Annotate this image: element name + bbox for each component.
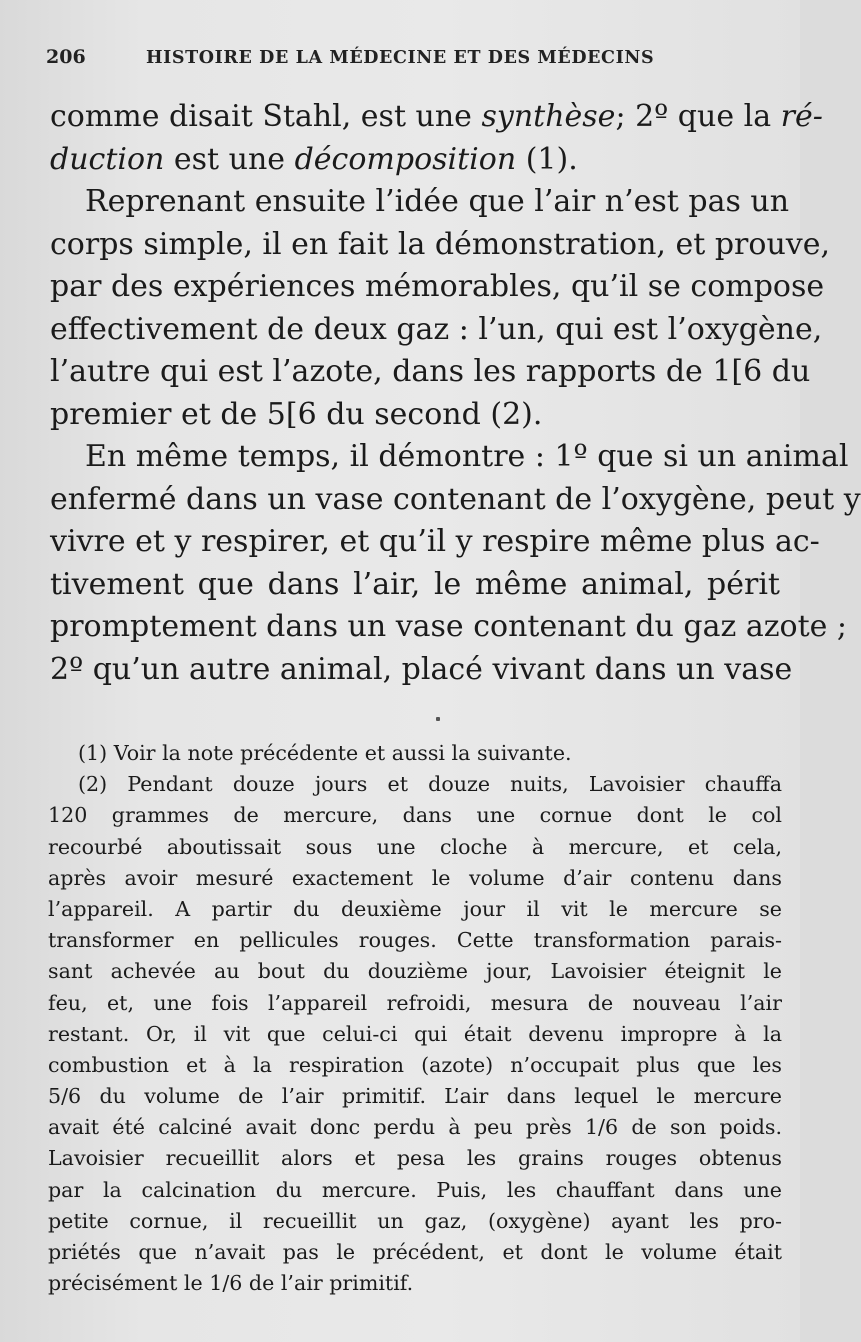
footnote-line: (1) Voir la note précédente et aussi la suivante.	[78, 741, 572, 765]
printer-mark	[436, 717, 440, 721]
footnote-line: sant achevée au bout du douzième jour, Lavoisier éteignit le	[48, 959, 782, 984]
footnote-line: l’appareil. A partir du deuxième jour il vit le mercure se	[48, 896, 782, 921]
text-line: effectivement de deux gaz : l’un, qui est l’oxygène,	[50, 311, 823, 347]
text-line: corps simple, il en fait la démonstration, et prouve,	[50, 226, 831, 262]
footnote-line: feu, et, une fois l’appareil refroidi, mesura de nouveau l’air	[48, 990, 782, 1015]
main-text	[50, 96, 861, 691]
footnotes	[48, 738, 782, 1299]
text-line: promptement dans un vase contenant du gaz azote ;	[50, 609, 848, 644]
text-run: (1).	[516, 141, 578, 177]
text-line: enfermé dans un vase contenant de l’oxygène, peut y	[50, 481, 861, 517]
footnote-line: combustion et à la respiration (azote) n’occupait plus que les	[48, 1052, 782, 1077]
text-line: par des expériences mémorables, qu’il se compose	[50, 269, 825, 304]
page-header	[46, 46, 764, 74]
footnote-line: avait été calciné avait donc perdu à peu près 1/6 de son poids.	[48, 1115, 782, 1140]
text-run: est une	[164, 141, 295, 177]
text-line: l’autre qui est l’azote, dans les rapports de 1[6 du	[50, 354, 811, 389]
running-title: HISTOIRE DE LA MÉDECINE ET DES MÉDECINS	[146, 48, 655, 68]
footnote-line: précisément le 1/6 de l’air primitif.	[48, 1271, 414, 1296]
text-line	[50, 139, 780, 182]
footnote-line: petite cornue, il recueillit un gaz, (oxygène) ayant les pro-	[48, 1208, 782, 1233]
footnote-line: Lavoisier recueillit alors et pesa les grains rouges obtenus	[48, 1146, 782, 1171]
text-run: comme disait Stahl, est une	[50, 99, 482, 134]
italic-term: ré-	[780, 99, 823, 134]
footnote-line: restant. Or, il vit que celui-ci qui était devenu impropre à la	[48, 1021, 782, 1046]
text-line: 2º qu’un autre animal, placé vivant dans un vase	[50, 651, 793, 687]
footnote-line: priétés que n’avait pas le précédent, et dont le volume était	[48, 1240, 782, 1264]
footnote-line: recourbé aboutissait sous une cloche à mercure, et cela,	[48, 834, 782, 859]
text-line	[50, 96, 823, 139]
text-line: premier et de 5[6 du second (2).	[50, 396, 543, 432]
footnote-line: par la calcination du mercure. Puis, les chauffant dans une	[48, 1177, 782, 1202]
footnote-line: transformer en pellicules rouges. Cette transformation parais-	[48, 928, 782, 953]
italic-term: décomposition	[294, 141, 517, 177]
footnote-line: après avoir mesuré exactement le volume d’air contenu dans	[48, 865, 782, 890]
text-line: En même temps, il démontre : 1º que si un animal	[85, 439, 849, 474]
page-number: 206	[46, 46, 86, 68]
italic-term: duction	[50, 141, 165, 177]
italic-term: synthèse	[481, 99, 616, 134]
footnote-line: 5/6 du volume de l’air primitif. L’air dans lequel le mercure	[48, 1084, 782, 1109]
text-run: ; 2º que la	[615, 99, 781, 134]
text-line: Reprenant ensuite l’idée que l’air n’est pas un	[85, 184, 790, 219]
footnote-line: 120 grammes de mercure, dans une cornue dont le col	[48, 803, 782, 828]
text-line: tivement que dans l’air, le même animal, périt	[50, 566, 780, 602]
text-line: vivre et y respirer, et qu’il y respire même plus ac-	[50, 524, 820, 559]
footnote-line: (2) Pendant douze jours et douze nuits, Lavoisier chauffa	[78, 772, 782, 797]
